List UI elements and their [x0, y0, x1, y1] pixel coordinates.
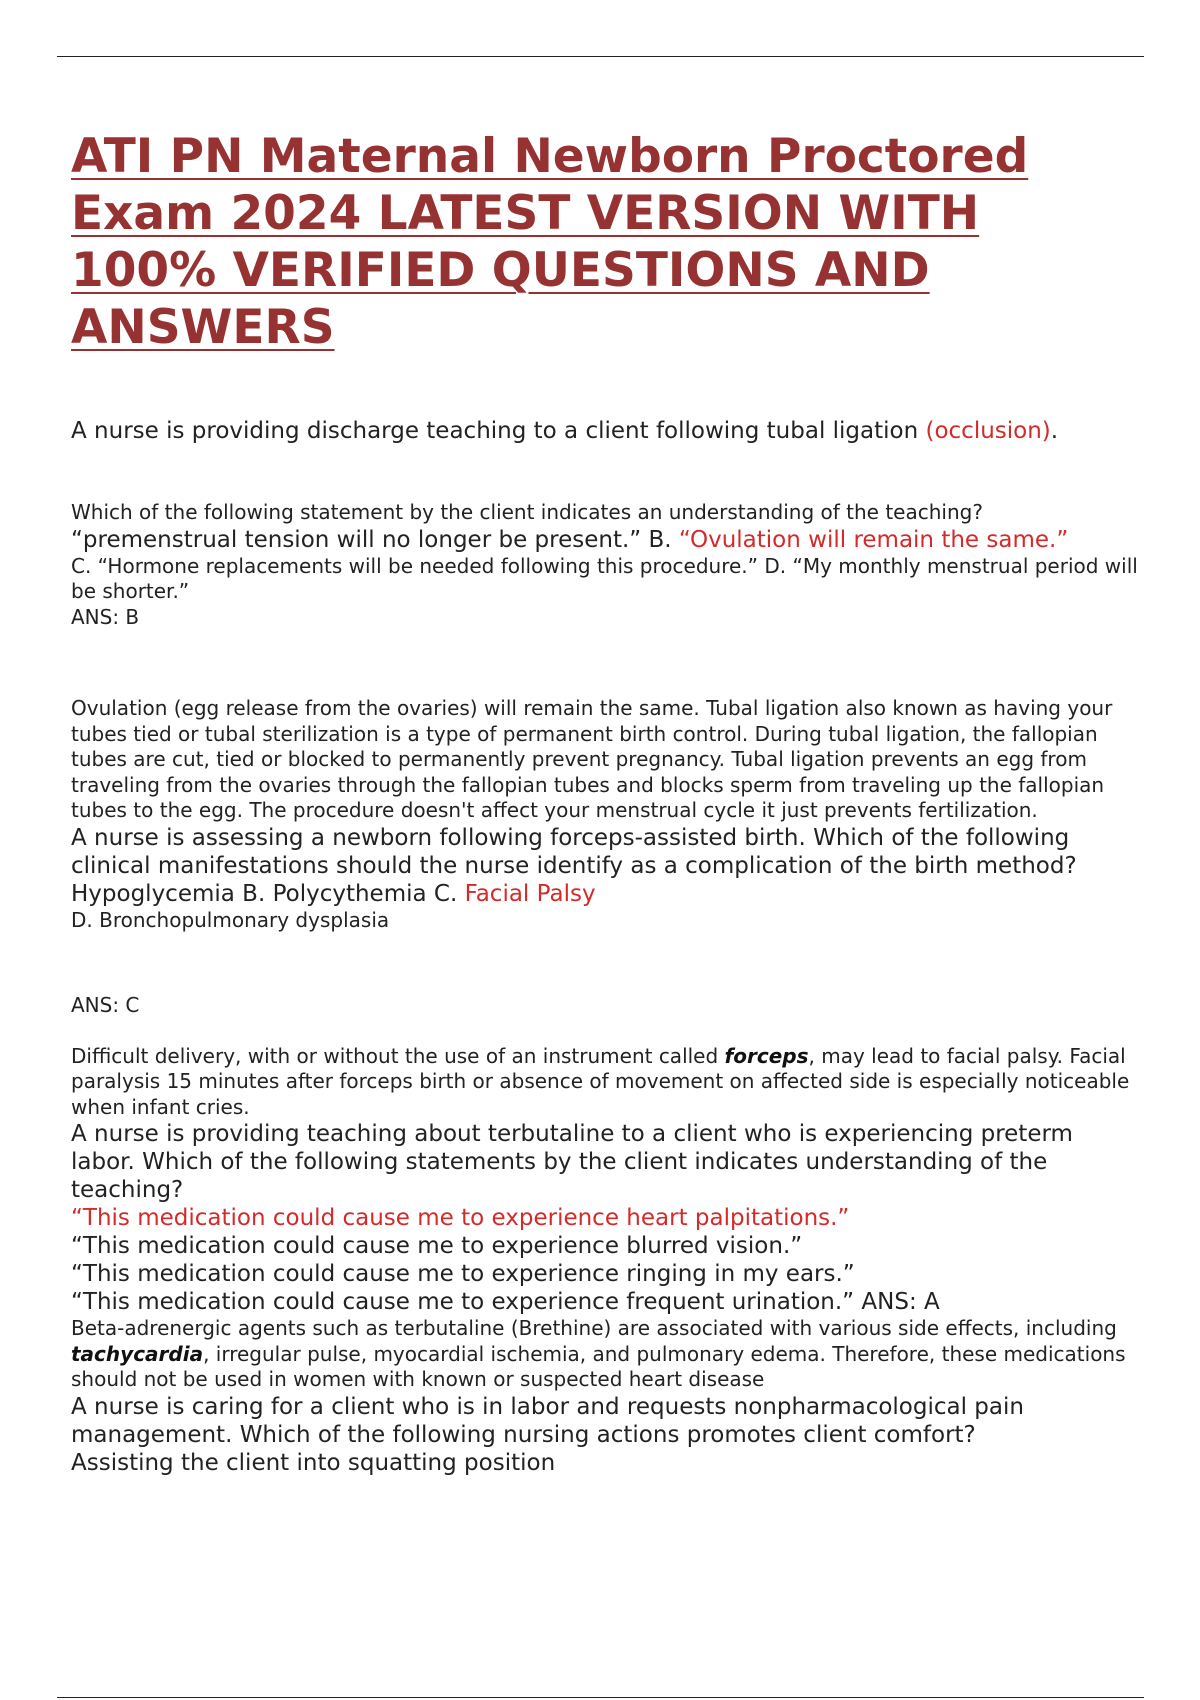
q1-options-ab: “premenstrual tension will no longer be present.” B. “Ovulation will remain the same.” — [71, 526, 1069, 553]
document-title: ATI PN Maternal Newborn Proctored Exam 2024 LATEST VERSION WITH 100% VERIFIED QUESTIONS AND ANSWERS — [71, 129, 1029, 355]
q1-options-cd: C. “Hormone replacements will be needed following this procedure.” D. “My monthly menstrual period will be shorter.” — [71, 553, 1138, 603]
q3-rationale: Beta-adrenergic agents such as terbutaline (Brethine) are associated with various side effects, including tachycardia, irregular pulse, myocardial ischemia, and pulmonary edema. Therefore, these medications should not be used in women with known or suspected heart disease — [71, 1316, 1126, 1391]
q2-options-abc: Hypoglycemia B. Polycythemia C. Facial Palsy — [71, 880, 596, 907]
q2-stem: A nurse is assessing a newborn following forceps-assisted birth. Which of the following clinical manifestations should the nurse identify as a complication of the birth method? — [71, 824, 1077, 879]
q1-stem: A nurse is providing discharge teaching to a client following tubal ligation (occlusion). — [71, 418, 1059, 444]
q1-question: Which of the following statement by the client indicates an understanding of the teaching? — [71, 500, 983, 524]
q4-option-a: Assisting the client into squatting position — [71, 1449, 556, 1476]
top-rule — [57, 56, 1144, 57]
q1-rationale: Ovulation (egg release from the ovaries) will remain the same. Tubal ligation also known as having your tubes tied or tubal sterilization is a type of permanent birth control. During tubal ligation, the fallopian tubes are cut, tied or blocked to permanently prevent pregnancy. Tubal ligation prevents an egg from traveling from the ovaries through the fallopian tubes and blocks sperm from traveling up the fallopian tubes to the egg. The procedure doesn't affect your menstrual cycle it just prevents fertilization. — [71, 696, 1113, 822]
q2-option-d: D. Bronchopulmonary dysplasia — [71, 907, 390, 932]
q3-option-b: “This medication could cause me to experience blurred vision.” — [71, 1233, 803, 1259]
q4-stem: A nurse is caring for a client who is in labor and requests nonpharmacological pain management. Which of the following nursing actions promotes client comfort? — [71, 1393, 1024, 1448]
bottom-rule — [57, 1697, 1144, 1698]
q3-stem: A nurse is providing teaching about terbutaline to a client who is experiencing preterm labor. Which of the following statements by the client indicates understanding of the teaching? — [71, 1121, 1073, 1203]
q2-answer: ANS: C — [71, 993, 140, 1017]
document-page — [71, 128, 1139, 1477]
q3-option-a: “This medication could cause me to experience heart palpitations.” — [71, 1205, 850, 1231]
q3-option-d: “This medication could cause me to experience frequent urination.” ANS: A — [71, 1289, 940, 1315]
q3-option-c: “This medication could cause me to experience ringing in my ears.” — [71, 1261, 855, 1287]
q1-answer: ANS: B — [71, 604, 140, 629]
q2-rationale: Difficult delivery, with or without the use of an instrument called forceps, may lead to facial palsy. Facial paralysis 15 minutes after forceps birth or absence of movement on affected side is especially noticeable when infant cries. — [71, 1043, 1130, 1119]
